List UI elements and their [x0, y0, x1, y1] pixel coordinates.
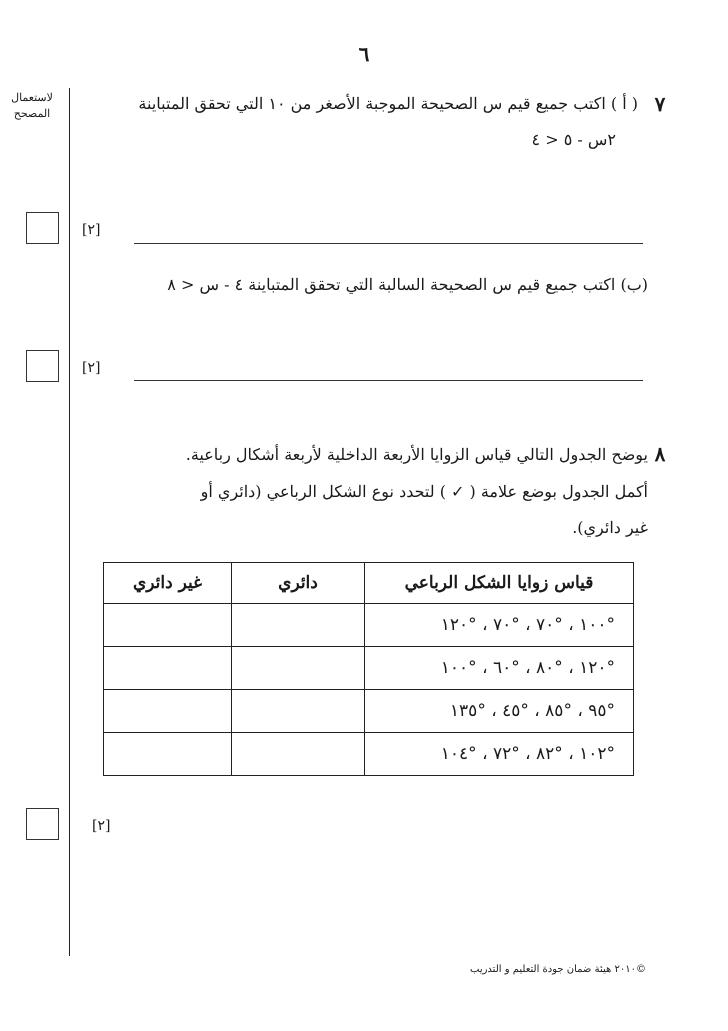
copyright-footer: ©٢٠١٠ هيئة ضمان جودة التعليم و التدريب: [470, 964, 646, 975]
angles-cell: °١٠٠ ، °٧٠ ، °٧٠ ، °١٢٠: [365, 604, 634, 647]
marks-7a: [٢]: [82, 222, 101, 238]
table-row: [104, 604, 634, 647]
question-8-line-1: يوضح الجدول التالي قياس الزوايا الأربعة الداخلية لأربعة أشكال رباعية.: [185, 445, 648, 464]
marks-8: [٢]: [92, 818, 111, 834]
header-non-cyclic: غير دائري: [104, 563, 232, 604]
mark-box-8[interactable]: [26, 808, 59, 840]
angles-cell: °٩٥ ، °٨٥ ، °٤٥ ، °١٣٥: [365, 690, 634, 733]
cyclic-check-cell[interactable]: [232, 690, 365, 733]
question-7-number: ٧: [654, 92, 666, 116]
table-header-row: [104, 563, 634, 604]
question-7a-inequality: ٢س - ٥ < ٤: [531, 130, 616, 149]
angles-cell: °١٢٠ ، °٨٠ ، °٦٠ ، °١٠٠: [365, 647, 634, 690]
question-8-line-3: غير دائري).: [572, 518, 648, 537]
non-cyclic-check-cell[interactable]: [104, 690, 232, 733]
header-angles: قياس زوايا الشكل الرباعي: [365, 563, 634, 604]
question-7b-text: (ب) اكتب جميع قيم س الصحيحة السالبة التي تحقق المتباينة ٤ - س < ٨: [167, 275, 648, 294]
marks-7b: [٢]: [82, 360, 101, 376]
non-cyclic-check-cell[interactable]: [104, 604, 232, 647]
mark-box-7a[interactable]: [26, 212, 59, 244]
table-row: [104, 733, 634, 776]
mark-box-7b[interactable]: [26, 350, 59, 382]
cyclic-check-cell[interactable]: [232, 647, 365, 690]
header-cyclic: دائري: [232, 563, 365, 604]
margin-divider: [69, 88, 70, 956]
cyclic-check-cell[interactable]: [232, 604, 365, 647]
non-cyclic-check-cell[interactable]: [104, 733, 232, 776]
cyclic-check-cell[interactable]: [232, 733, 365, 776]
question-7a-text: ( أ ) اكتب جميع قيم س الصحيحة الموجبة الأصغر من ١٠ التي تحقق المتباينة: [138, 94, 638, 113]
quadrilateral-table: [103, 562, 634, 776]
angles-cell: °١٠٢ ، °٨٢ ، °٧٢ ، °١٠٤: [365, 733, 634, 776]
page-number: ٦: [358, 42, 370, 66]
table-row: [104, 647, 634, 690]
examiner-use-label: لاستعمال المصحح: [11, 91, 53, 120]
question-8-number: ٨: [654, 442, 666, 466]
question-8-line-2: أكمل الجدول بوضع علامة ( ✓ ) لتحدد نوع الشكل الرباعي (دائري أو: [200, 482, 648, 501]
table-row: [104, 690, 634, 733]
answer-line-7b[interactable]: [134, 380, 643, 381]
answer-line-7a[interactable]: [134, 243, 643, 244]
non-cyclic-check-cell[interactable]: [104, 647, 232, 690]
